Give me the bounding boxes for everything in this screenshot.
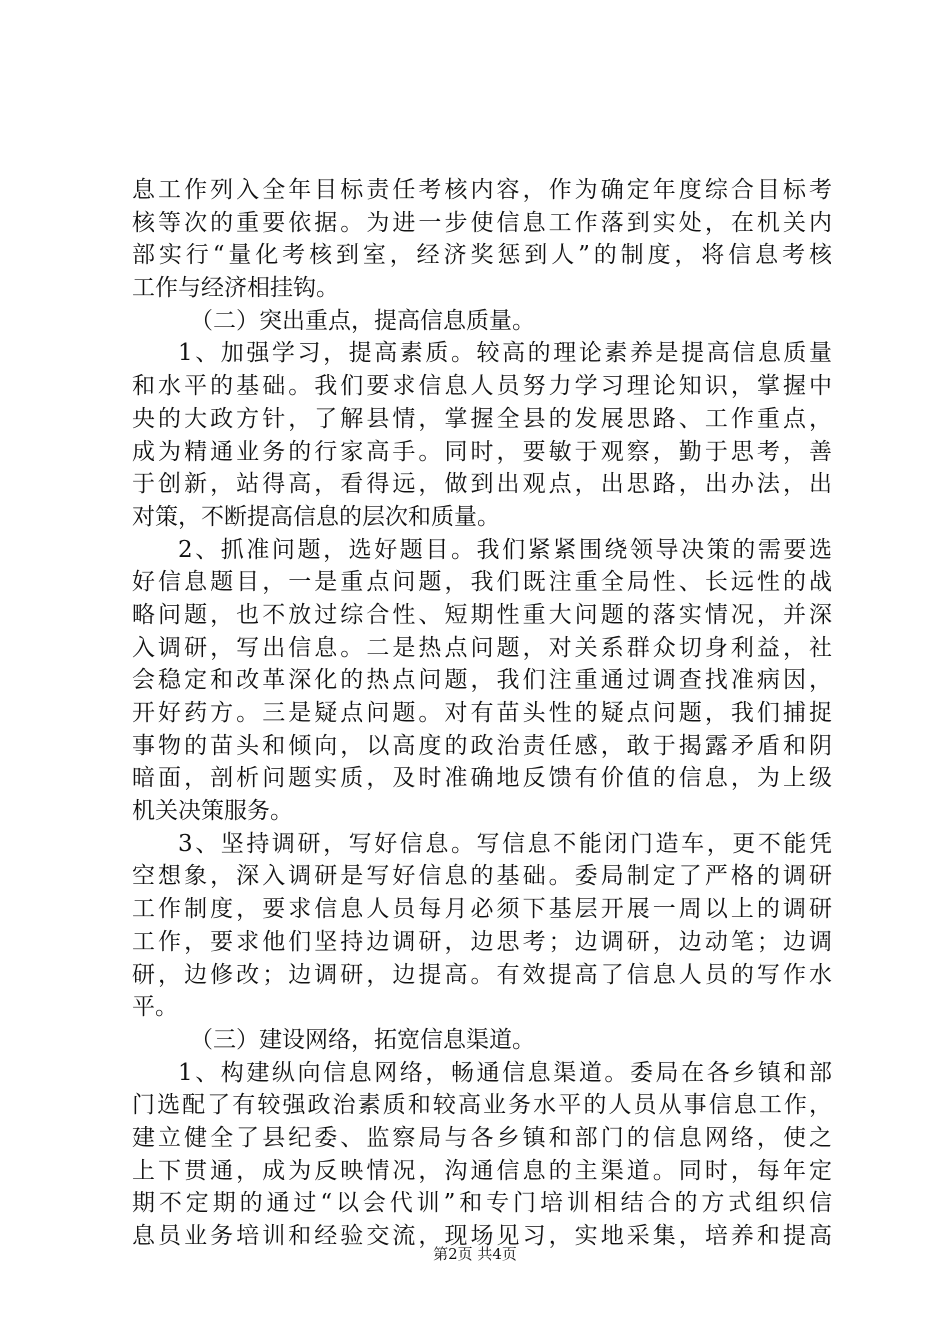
text-line: 期不定期的通过“以会代训”和专门培训相结合的方式组织信 bbox=[132, 1190, 832, 1217]
text-line: 1、构建纵向信息网络，畅通信息渠道。委局在各乡镇和部 bbox=[178, 1059, 832, 1086]
text-line: 机关决策服务。 bbox=[132, 798, 293, 825]
text-line: （三）建设网络，拓宽信息渠道。 bbox=[190, 1026, 535, 1053]
text-line: 于创新，站得高，看得远，做到出观点，出思路，出办法，出 bbox=[132, 471, 832, 498]
text-line: 对策，不断提高信息的层次和质量。 bbox=[132, 503, 500, 530]
text-line: 央的大政方针，了解县情，掌握全县的发展思路、工作重点， bbox=[132, 405, 832, 432]
text-line: 开好药方。三是疑点问题。对有苗头性的疑点问题，我们捕捉 bbox=[132, 700, 832, 726]
text-line: 核等次的重要依据。为进一步使信息工作落到实处，在机关内 bbox=[132, 209, 832, 236]
text-line: 部实行“量化考核到室，经济奖惩到人”的制度，将信息考核 bbox=[132, 242, 832, 269]
text-line: 好信息题目，一是重点问题，我们既注重全局性、长远性的战 bbox=[132, 569, 832, 596]
text-line: 工作，要求他们坚持边调研，边思考；边调研，边动笔；边调 bbox=[132, 928, 832, 955]
text-line: 事物的苗头和倾向，以高度的政治责任感，敢于揭露矛盾和阴 bbox=[132, 732, 832, 759]
document-body bbox=[132, 174, 832, 1253]
text-line: 暗面，剖析问题实质，及时准确地反馈有价值的信息，为上级 bbox=[132, 765, 832, 792]
text-line: 上下贯通，成为反映情况，沟通信息的主渠道。同时，每年定 bbox=[132, 1157, 832, 1184]
text-line: 入调研，写出信息。二是热点问题，对关系群众切身利益，社 bbox=[132, 634, 832, 661]
text-line: 研，边修改；边调研，边提高。有效提高了信息人员的写作水 bbox=[132, 961, 832, 988]
text-line: 成为精通业务的行家高手。同时，要敏于观察，勤于思考，善 bbox=[132, 438, 832, 465]
text-line: 工作制度，要求信息人员每月必须下基层开展一周以上的调研 bbox=[132, 896, 832, 923]
text-line: 工作与经济相挂钩。 bbox=[132, 275, 339, 302]
text-line: 息工作列入全年目标责任考核内容，作为确定年度综合目标考 bbox=[132, 177, 832, 203]
text-line: 1、加强学习，提高素质。较高的理论素养是提高信息质量 bbox=[178, 340, 832, 367]
text-line: 和水平的基础。我们要求信息人员努力学习理论知识，掌握中 bbox=[132, 373, 832, 400]
text-line: 略问题，也不放过综合性、短期性重大问题的落实情况，并深 bbox=[132, 601, 832, 628]
text-line: 门选配了有较强政治素质和较高业务水平的人员从事信息工作， bbox=[132, 1092, 832, 1119]
text-line: 建立健全了县纪委、监察局与各乡镇和部门的信息网络，使之 bbox=[132, 1124, 832, 1151]
text-line: 3、坚持调研，写好信息。写信息不能闭门造车，更不能凭 bbox=[178, 830, 832, 857]
text-line: 空想象，深入调研是写好信息的基础。委局制定了严格的调研 bbox=[132, 863, 832, 890]
text-line: （二）突出重点，提高信息质量。 bbox=[190, 307, 535, 334]
page-footer: 第2页 共4页 bbox=[433, 1245, 517, 1263]
text-line: 会稳定和改革深化的热点问题，我们注重通过调查找准病因， bbox=[132, 667, 832, 694]
text-line: 平。 bbox=[132, 994, 178, 1021]
text-line: 2、抓准问题，选好题目。我们紧紧围绕领导决策的需要选 bbox=[178, 536, 832, 563]
text-line: 息员业务培训和经验交流，现场见习，实地采集，培养和提高 bbox=[132, 1223, 832, 1249]
